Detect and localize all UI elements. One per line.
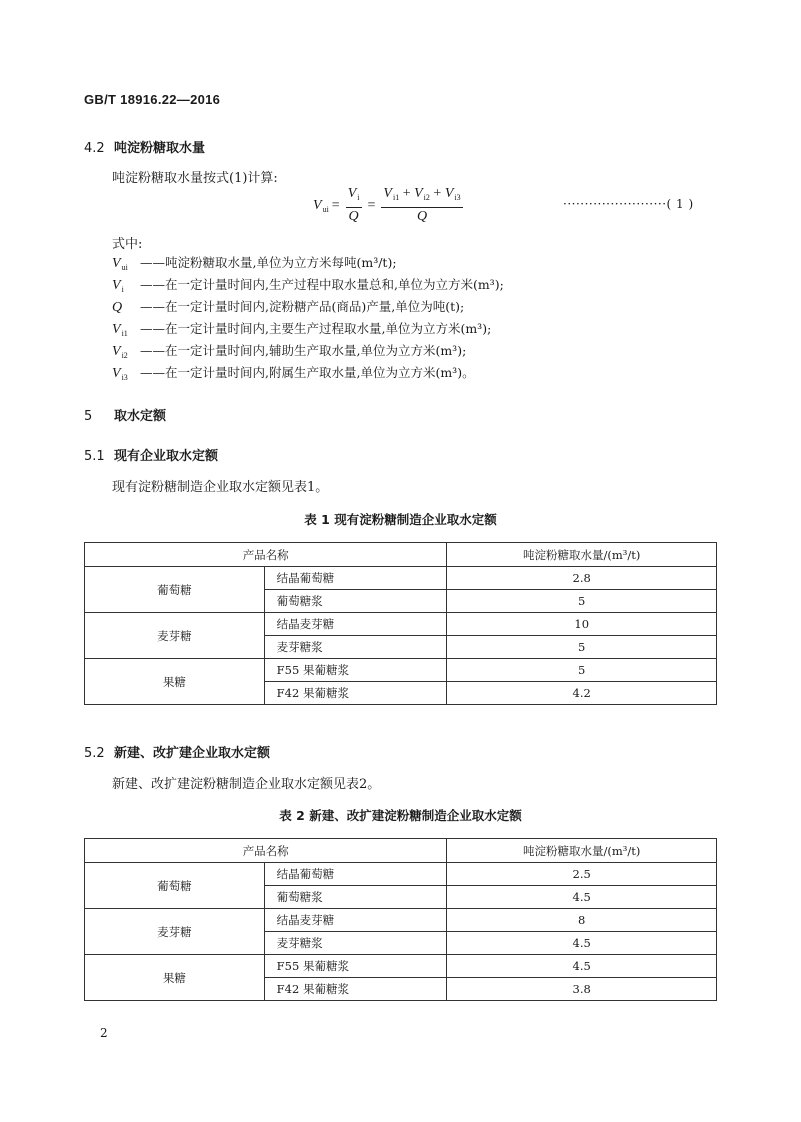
product-group: 麦芽糖 [85,909,265,955]
table-row [85,863,717,886]
formula-1 [313,186,466,225]
definition-line: Q ——在一定计量时间内,淀粉糖产品(商品)产量,单位为吨(t); [112,299,465,315]
table-header-row [85,839,717,863]
water-intake-value: 8 [447,909,717,932]
section-5-heading [84,405,166,424]
column-header-product: 产品名称 [85,543,447,567]
product-item: 结晶麦芽糖 [264,909,447,932]
section-number: 5 [84,409,93,424]
table-row [85,955,717,978]
table-2-caption: 表 2 新建、改扩建淀粉糖制造企业取水定额 [279,808,522,823]
fraction-2 [381,186,462,225]
table-row [85,659,717,682]
column-header-water-intake: 吨淀粉糖取水量/(m³/t) [447,839,717,863]
equals-sign: = [367,197,376,213]
definition-line: $V_i$ ——在一定计量时间内,生产过程中取水量总和,单位为立方米(m³); [112,277,504,294]
product-item: 结晶麦芽糖 [264,613,447,636]
section-title: 新建、改扩建企业取水定额 [114,746,271,761]
product-item: 结晶葡萄糖 [264,567,447,590]
section-5-1-intro: 现有淀粉糖制造企业取水定额见表1。 [112,480,329,495]
table-row [85,567,717,590]
product-group: 果糖 [85,659,265,705]
section-title: 现有企业取水定额 [114,449,219,464]
section-number: 5.2 [84,746,105,761]
product-item: 葡萄糖浆 [264,886,447,909]
column-header-product: 产品名称 [85,839,447,863]
product-item: 结晶葡萄糖 [264,863,447,886]
section-5-1-heading [84,445,218,464]
section-title: 吨淀粉糖取水量 [114,141,206,156]
table-header-row [85,543,717,567]
definition-line: $V_{i2}$ ——在一定计量时间内,辅助生产取水量,单位为立方米(m³); [112,343,467,360]
definition-line: $V_{ui}$ ——吨淀粉糖取水量,单位为立方米每吨(m³/t); [112,255,397,272]
fraction-1-denominator: Q [348,209,359,224]
equation-number: ························( 1 ) [563,197,694,211]
table-2 [84,838,717,1001]
product-group: 麦芽糖 [85,613,265,659]
definition-line: $V_{i3}$ ——在一定计量时间内,附属生产取水量,单位为立方米(m³)。 [112,365,475,382]
standard-header: GB/T 18916.22—2016 [84,92,221,107]
water-intake-value: 3.8 [447,978,717,1001]
water-intake-value: 10 [447,613,717,636]
fraction-2-denominator: Q [416,209,428,224]
table-1-caption: 表 1 现有淀粉糖制造企业取水定额 [304,512,497,527]
table-row [85,909,717,932]
product-item: F55 果葡糖浆 [264,955,447,978]
water-intake-value: 5 [447,590,717,613]
product-item: 麦芽糖浆 [264,932,447,955]
product-group: 葡萄糖 [85,863,265,909]
product-item: F55 果葡糖浆 [264,659,447,682]
water-intake-value: 4.5 [447,932,717,955]
section-4-2-heading [84,137,205,156]
where-label: 式中: [112,237,143,252]
product-group: 果糖 [85,955,265,1001]
product-item: 葡萄糖浆 [264,590,447,613]
fraction-1-numerator: $V_i$ [346,186,362,208]
equals-sign: = [331,197,340,213]
water-intake-value: 2.5 [447,863,717,886]
product-group: 葡萄糖 [85,567,265,613]
table-row [85,613,717,636]
column-header-water-intake: 吨淀粉糖取水量/(m³/t) [447,543,717,567]
section-number: 4.2 [84,141,105,156]
section-5-2-heading [84,742,270,761]
product-item: F42 果葡糖浆 [264,682,447,705]
fraction-1 [346,186,362,225]
water-intake-value: 2.8 [447,567,717,590]
table-1 [84,542,717,705]
water-intake-value: 5 [447,636,717,659]
section-4-2-intro: 吨淀粉糖取水量按式(1)计算: [112,171,278,186]
section-5-2-intro: 新建、改扩建淀粉糖制造企业取水定额见表2。 [112,777,381,792]
product-item: 麦芽糖浆 [264,636,447,659]
water-intake-value: 4.2 [447,682,717,705]
section-number: 5.1 [84,449,105,464]
definition-line: $V_{i1}$ ——在一定计量时间内,主要生产过程取水量,单位为立方米(m³); [112,321,492,338]
page-number: 2 [100,1026,108,1040]
section-title: 取水定额 [114,409,167,424]
fraction-2-numerator: $V_{i1} + V_{i2} + V_{i3}$ [381,186,462,208]
water-intake-value: 5 [447,659,717,682]
water-intake-value: 4.5 [447,886,717,909]
product-item: F42 果葡糖浆 [264,978,447,1001]
formula-lhs: $V_{ui}$ [313,197,329,214]
water-intake-value: 4.5 [447,955,717,978]
